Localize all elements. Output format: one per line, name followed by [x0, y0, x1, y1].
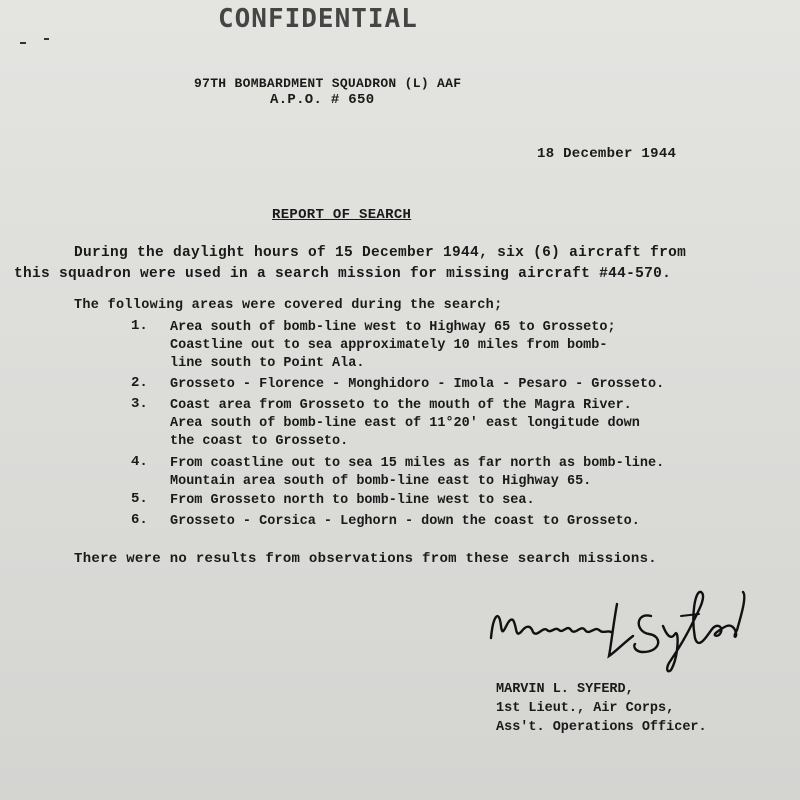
intro-line-2: this squadron were used in a search mission for missing aircraft #44-570. [14, 266, 672, 282]
intro-line-1: During the daylight hours of 15 December 1944, six (6) aircraft from [74, 245, 687, 261]
signer-name: MARVIN L. SYFERD, [496, 682, 634, 697]
signer-role: Ass't. Operations Officer. [496, 720, 707, 735]
area-item: Area south of bomb-line west to Highway 65 to Grosseto; Coastline out to sea approximately 10 miles from bomb- line south to Point Ala. [170, 320, 616, 371]
area-item: Grosseto - Corsica - Leghorn - down the coast to Grosseto. [170, 514, 640, 529]
area-number: 4. [131, 454, 148, 470]
area-number: 2. [131, 375, 148, 391]
signature-block [496, 680, 707, 737]
handwritten-signature [485, 586, 755, 676]
confidential-stamp: CONFIDENTIAL [218, 4, 418, 34]
closing-statement: There were no results from observations from these search missions. [74, 551, 657, 567]
signer-rank: 1st Lieut., Air Corps, [496, 701, 675, 716]
smudge-mark [44, 38, 49, 40]
area-item: Coast area from Grosseto to the mouth of the Magra River. Area south of bomb-line east of 11°20' east longitude down the coast to Grosseto. [170, 398, 640, 449]
signature-stroke [634, 615, 658, 652]
area-item: From coastline out to sea 15 miles as far north as bomb-line. Mountain area south of bomb-line east to Highway 65. [170, 456, 665, 489]
area-number: 6. [131, 512, 148, 528]
area-number: 5. [131, 491, 148, 507]
signature-stroke [491, 616, 611, 638]
area-item: Grosseto - Florence - Monghidoro - Imola - Pesaro - Grosseto. [170, 377, 665, 392]
area-number: 1. [131, 318, 148, 334]
signature-stroke [663, 592, 744, 671]
area-number: 3. [131, 396, 148, 412]
signature-stroke [609, 604, 633, 656]
areas-intro: The following areas were covered during the search; [74, 298, 503, 313]
smudge-mark [20, 42, 26, 44]
report-date: 18 December 1944 [537, 146, 677, 162]
report-title: REPORT OF SEARCH [272, 207, 412, 223]
squadron-header: 97TH BOMBARDMENT SQUADRON (L) AAF [194, 76, 462, 91]
apo-header: A.P.O. # 650 [270, 92, 375, 108]
area-item: From Grosseto north to bomb-line west to sea. [170, 493, 535, 508]
